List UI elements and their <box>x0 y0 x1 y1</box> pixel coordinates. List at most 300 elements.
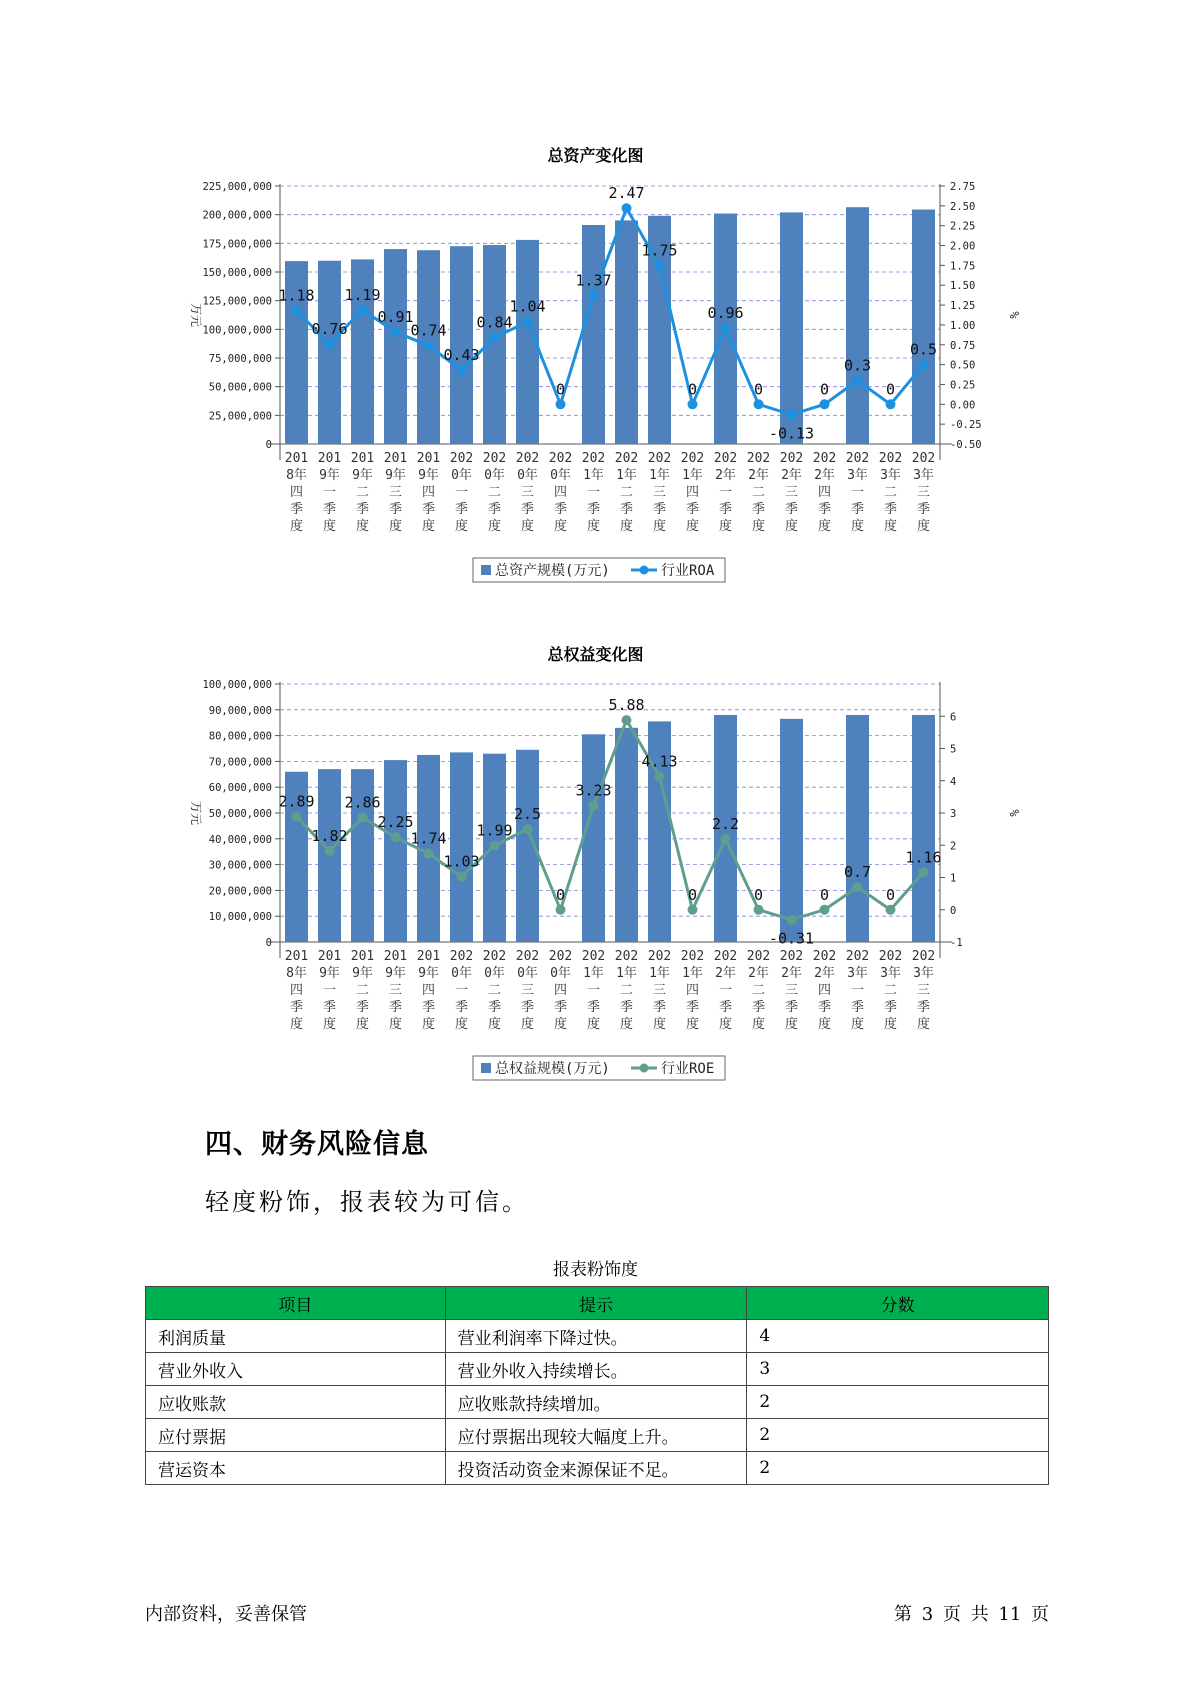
data-label: 1.04 <box>509 297 546 316</box>
right-tick-label: 0.25 <box>950 379 976 392</box>
data-point <box>754 399 764 409</box>
x-tick-label: 202 <box>548 451 573 466</box>
x-tick-label: 201 <box>383 451 408 466</box>
x-tick-label: 度 <box>322 519 337 534</box>
x-tick-label: 季 <box>850 1000 865 1015</box>
x-tick-label: 季 <box>619 1000 634 1015</box>
x-tick-label: 202 <box>812 949 837 964</box>
x-tick-label: 9年 <box>385 468 406 483</box>
x-tick-label: 3年 <box>847 966 868 981</box>
data-label: 0.5 <box>909 340 938 359</box>
x-tick-label: 季 <box>850 502 865 517</box>
right-tick-label: 6 <box>950 711 957 724</box>
x-tick-label: 度 <box>520 1017 535 1032</box>
x-tick-label: 2年 <box>748 966 769 981</box>
table-cell: 应收账款 <box>146 1386 446 1419</box>
data-point <box>292 812 302 822</box>
x-tick-label: 季 <box>553 1000 568 1015</box>
x-tick-label: 季 <box>355 502 370 517</box>
x-tick-label: 一 <box>718 983 733 998</box>
x-tick-label: 三 <box>916 983 931 998</box>
x-tick-label: 二 <box>355 485 370 500</box>
x-tick-label: 季 <box>553 502 568 517</box>
data-label: 0.84 <box>476 313 513 332</box>
data-label: -0.31 <box>768 929 815 948</box>
x-tick-label: 二 <box>355 983 370 998</box>
data-point <box>391 832 401 842</box>
data-point <box>358 305 368 315</box>
x-tick-label: 202 <box>614 451 639 466</box>
data-label: 0.7 <box>843 863 872 882</box>
x-tick-label: 0年 <box>484 468 505 483</box>
bar <box>780 719 803 942</box>
x-tick-label: 季 <box>289 1000 304 1015</box>
x-tick-label: 202 <box>449 949 474 964</box>
x-tick-label: 季 <box>355 1000 370 1015</box>
data-point <box>886 905 896 915</box>
x-tick-label: 3年 <box>880 966 901 981</box>
data-label: 0.96 <box>707 304 744 323</box>
x-tick-label: 一 <box>322 485 337 500</box>
x-tick-label: 202 <box>581 451 606 466</box>
x-tick-label: 202 <box>647 451 672 466</box>
x-tick-label: 季 <box>784 1000 799 1015</box>
data-label: 0 <box>753 380 764 399</box>
chart-title-total-equity: 总权益变化图 <box>547 645 644 664</box>
x-tick-label: 度 <box>652 1017 667 1032</box>
x-tick-label: 度 <box>883 1017 898 1032</box>
table-cell: 3 <box>747 1353 1049 1386</box>
right-tick-label: 0.50 <box>950 359 976 372</box>
x-tick-label: 9年 <box>319 468 340 483</box>
bar <box>615 220 638 444</box>
left-tick-label: 0 <box>265 937 272 949</box>
x-tick-label: 202 <box>779 451 804 466</box>
table-cell: 投资活动资金来源保证不足。 <box>445 1452 747 1485</box>
left-tick-label: 90,000,000 <box>208 704 272 717</box>
x-tick-label: 3年 <box>880 468 901 483</box>
left-tick-label: 175,000,000 <box>202 238 272 251</box>
section-heading: 四、财务风险信息 <box>205 1129 429 1160</box>
x-tick-label: 201 <box>284 451 309 466</box>
x-tick-label: 三 <box>652 485 667 500</box>
x-tick-label: 季 <box>586 502 601 517</box>
x-tick-label: 季 <box>421 1000 436 1015</box>
x-tick-label: 2年 <box>715 468 736 483</box>
x-tick-label: 3年 <box>913 468 934 483</box>
x-tick-label: 季 <box>652 1000 667 1015</box>
table-row <box>146 1353 1049 1386</box>
right-tick-label: 1.75 <box>950 260 976 273</box>
data-point <box>622 203 632 213</box>
x-tick-label: 0年 <box>451 966 472 981</box>
left-tick-label: 100,000,000 <box>202 679 272 691</box>
x-tick-label: 202 <box>878 451 903 466</box>
x-tick-label: 四 <box>289 485 304 500</box>
bar <box>615 728 638 942</box>
x-tick-label: 度 <box>718 519 733 534</box>
bar <box>582 734 605 942</box>
left-tick-label: 20,000,000 <box>208 885 272 898</box>
table-cell: 应付票据出现较大幅度上升。 <box>445 1419 747 1452</box>
data-point <box>688 905 698 915</box>
x-tick-label: 季 <box>619 502 634 517</box>
x-tick-label: 度 <box>685 1017 700 1032</box>
right-axis-title: % <box>1007 809 1021 817</box>
left-tick-label: 150,000,000 <box>202 267 272 279</box>
risk-table <box>145 1286 1049 1485</box>
table-cell: 应收账款持续增加。 <box>445 1386 747 1419</box>
data-label: 0 <box>753 885 764 904</box>
data-label: 0 <box>885 885 896 904</box>
x-tick-label: 202 <box>713 451 738 466</box>
data-point <box>589 801 599 811</box>
table-cell: 2 <box>747 1419 1049 1452</box>
right-tick-label: 2.50 <box>950 200 976 213</box>
x-tick-label: 0年 <box>451 468 472 483</box>
x-tick-label: 202 <box>779 949 804 964</box>
table-cell: 4 <box>747 1320 1049 1353</box>
x-tick-label: 季 <box>487 502 502 517</box>
data-label: 0.3 <box>843 356 872 375</box>
left-tick-label: 30,000,000 <box>208 859 272 872</box>
total-equity-chart <box>0 650 1191 1090</box>
table-row <box>146 1452 1049 1485</box>
x-tick-label: 9年 <box>319 966 340 981</box>
x-tick-label: 季 <box>718 1000 733 1015</box>
data-label: 1.82 <box>311 827 348 846</box>
data-label: 0 <box>885 380 896 399</box>
x-tick-label: 度 <box>322 1017 337 1032</box>
x-tick-label: 度 <box>289 1017 304 1032</box>
x-tick-label: 2年 <box>781 966 802 981</box>
table-cell: 2 <box>747 1452 1049 1485</box>
data-point <box>325 339 335 349</box>
x-tick-label: 季 <box>289 502 304 517</box>
x-tick-label: 季 <box>883 1000 898 1015</box>
x-tick-label: 四 <box>685 485 700 500</box>
x-tick-label: 202 <box>845 451 870 466</box>
x-tick-label: 202 <box>647 949 672 964</box>
table-cell: 应付票据 <box>146 1419 446 1452</box>
data-point <box>622 715 632 725</box>
x-tick-label: 201 <box>383 949 408 964</box>
x-tick-label: 四 <box>421 485 436 500</box>
x-tick-label: 度 <box>487 1017 502 1032</box>
x-tick-label: 9年 <box>418 468 439 483</box>
data-point <box>655 260 665 270</box>
x-tick-label: 度 <box>784 1017 799 1032</box>
x-tick-label: 度 <box>454 1017 469 1032</box>
x-tick-label: 季 <box>454 502 469 517</box>
x-tick-label: 0年 <box>550 468 571 483</box>
data-point <box>556 399 566 409</box>
x-tick-label: 四 <box>817 485 832 500</box>
x-tick-label: 二 <box>751 983 766 998</box>
x-tick-label: 2年 <box>715 966 736 981</box>
x-tick-label: 202 <box>614 949 639 964</box>
x-tick-label: 2年 <box>814 468 835 483</box>
data-label: 1.99 <box>476 821 513 840</box>
right-tick-label: 0 <box>950 904 957 917</box>
data-label: 2.2 <box>711 814 740 833</box>
x-tick-label: 202 <box>581 949 606 964</box>
x-tick-label: 202 <box>449 451 474 466</box>
x-tick-label: 二 <box>883 983 898 998</box>
data-label: 0.91 <box>377 308 414 327</box>
x-tick-label: 季 <box>652 502 667 517</box>
right-tick-label: 5 <box>950 743 957 756</box>
x-tick-label: 三 <box>652 983 667 998</box>
x-tick-label: 度 <box>421 519 436 534</box>
left-tick-label: 70,000,000 <box>208 756 272 769</box>
data-point <box>490 333 500 343</box>
legend-bar-swatch <box>481 565 491 575</box>
bar <box>384 760 407 942</box>
x-tick-label: 季 <box>388 502 403 517</box>
x-tick-label: 8年 <box>286 966 307 981</box>
x-tick-label: 202 <box>680 949 705 964</box>
x-tick-label: 度 <box>916 1017 931 1032</box>
x-tick-label: 202 <box>680 451 705 466</box>
x-tick-label: 度 <box>553 1017 568 1032</box>
x-tick-label: 9年 <box>418 966 439 981</box>
left-tick-label: 225,000,000 <box>202 181 272 193</box>
table-header-cell: 项目 <box>146 1287 446 1320</box>
x-tick-label: 1年 <box>682 468 703 483</box>
bar <box>384 249 407 444</box>
data-label: 1.19 <box>344 285 381 304</box>
data-point <box>325 846 335 856</box>
data-label: 0 <box>687 380 698 399</box>
x-tick-label: 度 <box>652 519 667 534</box>
x-tick-label: 度 <box>916 519 931 534</box>
x-tick-label: 四 <box>553 983 568 998</box>
right-tick-label: 0.00 <box>950 399 976 412</box>
left-tick-label: 75,000,000 <box>208 353 272 365</box>
data-point <box>523 824 533 834</box>
x-tick-label: 三 <box>520 983 535 998</box>
data-point <box>919 360 929 370</box>
x-tick-label: 季 <box>685 1000 700 1015</box>
x-tick-label: 201 <box>350 451 375 466</box>
legend-line-label: 行业ROA <box>661 563 715 579</box>
data-point <box>721 834 731 844</box>
table-header-cell: 提示 <box>445 1287 747 1320</box>
data-point <box>556 905 566 915</box>
x-tick-label: 度 <box>586 519 601 534</box>
x-tick-label: 一 <box>718 485 733 500</box>
x-tick-label: 度 <box>619 519 634 534</box>
table-row <box>146 1386 1049 1419</box>
x-tick-label: 201 <box>416 451 441 466</box>
data-label: 1.74 <box>410 829 447 848</box>
page-number: 第 3 页 共 11 页 <box>894 1604 1049 1625</box>
x-tick-label: 三 <box>916 485 931 500</box>
left-axis-title: 万元 <box>189 302 203 328</box>
x-tick-label: 季 <box>322 1000 337 1015</box>
x-tick-label: 三 <box>784 983 799 998</box>
x-tick-label: 度 <box>817 1017 832 1032</box>
right-tick-label: 1.50 <box>950 280 976 293</box>
data-point <box>490 841 500 851</box>
x-tick-label: 202 <box>746 949 771 964</box>
table-row <box>146 1419 1049 1452</box>
x-tick-label: 度 <box>355 1017 370 1032</box>
x-tick-label: 2年 <box>814 966 835 981</box>
data-label: 0 <box>555 380 566 399</box>
legend-line-marker <box>640 1064 649 1073</box>
data-point <box>292 306 302 316</box>
x-tick-label: 季 <box>685 502 700 517</box>
data-point <box>688 399 698 409</box>
left-tick-label: 25,000,000 <box>208 410 272 423</box>
x-tick-label: 9年 <box>385 966 406 981</box>
left-tick-label: 125,000,000 <box>202 295 272 308</box>
data-point <box>589 291 599 301</box>
data-point <box>853 882 863 892</box>
bar <box>912 715 935 942</box>
data-point <box>721 323 731 333</box>
right-tick-label: 1.25 <box>950 300 976 313</box>
x-tick-label: 度 <box>520 519 535 534</box>
x-tick-label: 季 <box>454 1000 469 1015</box>
right-tick-label: -1 <box>950 937 963 949</box>
x-tick-label: 二 <box>619 485 634 500</box>
x-tick-label: 度 <box>850 519 865 534</box>
x-tick-label: 四 <box>289 983 304 998</box>
bar <box>843 207 872 444</box>
legend-bar-label: 总资产规模(万元) <box>495 563 610 579</box>
x-tick-label: 度 <box>388 1017 403 1032</box>
x-tick-label: 季 <box>817 502 832 517</box>
data-point <box>754 905 764 915</box>
x-tick-label: 度 <box>388 519 403 534</box>
footer-note: 内部资料，妥善保管 <box>145 1604 307 1625</box>
x-tick-label: 一 <box>322 983 337 998</box>
left-tick-label: 40,000,000 <box>208 833 272 846</box>
x-tick-label: 201 <box>317 949 342 964</box>
data-label: 4.13 <box>641 752 678 771</box>
x-tick-label: 三 <box>388 485 403 500</box>
x-tick-label: 1年 <box>682 966 703 981</box>
left-tick-label: 200,000,000 <box>202 209 272 222</box>
x-tick-label: 202 <box>515 949 540 964</box>
x-tick-label: 1年 <box>583 468 604 483</box>
right-tick-label: 1 <box>950 872 957 885</box>
x-tick-label: 1年 <box>616 468 637 483</box>
table-cell: 营运资本 <box>146 1452 446 1485</box>
x-tick-label: 202 <box>746 451 771 466</box>
data-label: -0.13 <box>768 424 815 443</box>
x-tick-label: 度 <box>718 1017 733 1032</box>
x-tick-label: 202 <box>482 949 507 964</box>
data-point <box>523 317 533 327</box>
left-tick-label: 50,000,000 <box>208 808 272 820</box>
table-header-row <box>146 1287 1049 1320</box>
x-tick-label: 201 <box>317 451 342 466</box>
table-cell: 营业外收入 <box>146 1353 446 1386</box>
x-tick-label: 201 <box>416 949 441 964</box>
x-tick-label: 一 <box>850 983 865 998</box>
x-tick-label: 1年 <box>649 966 670 981</box>
data-label: 2.5 <box>513 805 542 824</box>
section-summary: 轻度粉饰，报表较为可信。 <box>205 1188 529 1216</box>
data-point <box>424 341 434 351</box>
x-tick-label: 二 <box>751 485 766 500</box>
x-tick-label: 二 <box>487 983 502 998</box>
x-tick-label: 季 <box>322 502 337 517</box>
x-tick-label: 201 <box>350 949 375 964</box>
x-tick-label: 度 <box>553 519 568 534</box>
x-tick-label: 202 <box>845 949 870 964</box>
x-tick-label: 2年 <box>748 468 769 483</box>
table-cell: 2 <box>747 1386 1049 1419</box>
data-label: 5.88 <box>608 696 645 715</box>
bar <box>909 210 938 444</box>
x-tick-label: 度 <box>883 519 898 534</box>
data-point <box>358 813 368 823</box>
x-tick-label: 二 <box>487 485 502 500</box>
table-row <box>146 1320 1049 1353</box>
data-label: 3.23 <box>575 781 612 800</box>
bar <box>843 715 872 942</box>
x-tick-label: 0年 <box>550 966 571 981</box>
data-point <box>787 410 797 420</box>
right-tick-label: -0.50 <box>950 439 982 451</box>
x-tick-label: 1年 <box>649 468 670 483</box>
x-tick-label: 一 <box>454 983 469 998</box>
left-axis-title: 万元 <box>189 800 203 826</box>
x-tick-label: 0年 <box>517 468 538 483</box>
data-point <box>457 365 467 375</box>
x-tick-label: 0年 <box>517 966 538 981</box>
right-tick-label: 1.00 <box>950 319 976 332</box>
data-label: 2.89 <box>278 792 315 811</box>
x-tick-label: 二 <box>883 485 898 500</box>
x-tick-label: 季 <box>883 502 898 517</box>
x-tick-label: 度 <box>784 519 799 534</box>
x-tick-label: 度 <box>586 1017 601 1032</box>
x-tick-label: 8年 <box>286 468 307 483</box>
x-tick-label: 一 <box>586 983 601 998</box>
data-label: 2.86 <box>344 793 381 812</box>
data-point <box>424 849 434 859</box>
bar <box>780 212 803 444</box>
data-point <box>391 327 401 337</box>
left-tick-label: 80,000,000 <box>208 730 272 743</box>
x-tick-label: 季 <box>487 1000 502 1015</box>
legend-bar-swatch <box>481 1063 491 1073</box>
left-tick-label: 100,000,000 <box>202 324 272 337</box>
right-tick-label: 2.25 <box>950 220 976 233</box>
data-label: 1.75 <box>641 241 678 260</box>
x-tick-label: 9年 <box>352 966 373 981</box>
x-tick-label: 四 <box>817 983 832 998</box>
x-tick-label: 季 <box>520 502 535 517</box>
data-label: 2.47 <box>608 184 645 203</box>
right-axis-title: % <box>1007 311 1021 319</box>
x-tick-label: 季 <box>388 1000 403 1015</box>
x-tick-label: 一 <box>850 485 865 500</box>
x-tick-label: 季 <box>421 502 436 517</box>
data-point <box>919 867 929 877</box>
data-label: 0.43 <box>443 346 480 365</box>
x-tick-label: 度 <box>817 519 832 534</box>
right-tick-label: 4 <box>950 775 957 788</box>
data-point <box>787 915 797 925</box>
x-tick-label: 四 <box>421 983 436 998</box>
